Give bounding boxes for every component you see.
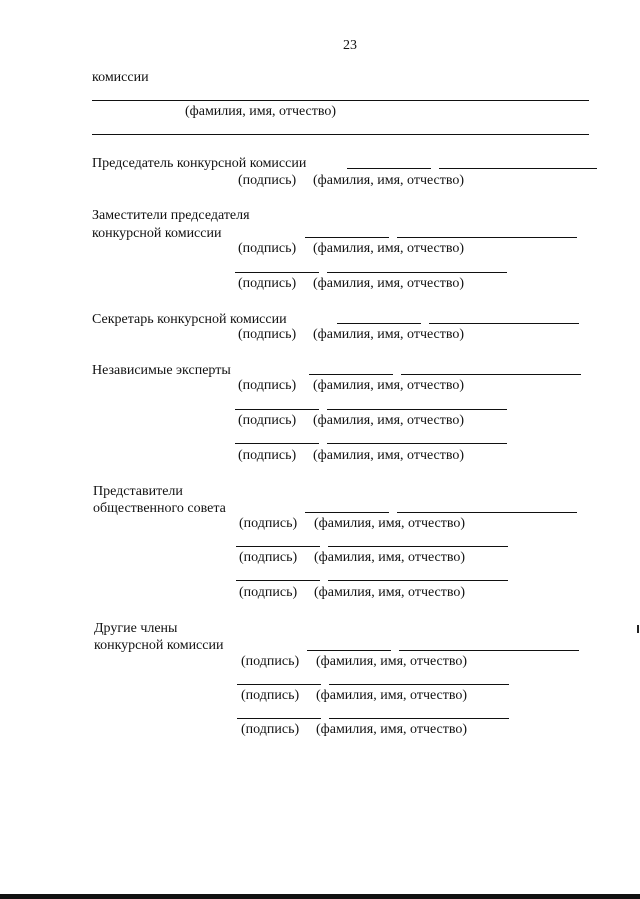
other-members-signature-line-1 — [307, 650, 391, 651]
deputies-signature-caption-1: (подпись) — [238, 241, 297, 256]
secretary-signature-caption: (подпись) — [238, 327, 297, 342]
public-council-signature-caption-2: (подпись) — [239, 550, 298, 565]
secretary-fio-line — [429, 323, 579, 324]
other-members-signature-caption-3: (подпись) — [241, 722, 300, 737]
experts-fio-line-3 — [327, 443, 507, 444]
chairman-signature-line — [347, 168, 431, 169]
other-members-fio-line-3 — [329, 718, 509, 719]
experts-signature-line-3 — [235, 443, 319, 444]
other-members-fio-line-1 — [399, 650, 579, 651]
other-members-signature-caption-1: (подпись) — [241, 654, 300, 669]
other-members-fio-caption-3: (фамилия, имя, отчество) — [316, 722, 468, 737]
scan-bottom-bar — [0, 894, 640, 899]
public-council-signature-line-1 — [305, 512, 389, 513]
deputies-label-line2: конкурсной комиссии — [92, 226, 222, 241]
public-council-signature-caption-3: (подпись) — [239, 585, 298, 600]
experts-fio-line-2 — [327, 409, 507, 410]
public-council-signature-line-2 — [236, 546, 320, 547]
public-council-label-line1: Представители — [93, 484, 183, 499]
public-council-signature-line-3 — [236, 580, 320, 581]
scan-edge-mark — [637, 625, 639, 633]
secretary-fio-caption: (фамилия, имя, отчество) — [313, 327, 465, 342]
secretary-label: Секретарь конкурсной комиссии — [92, 312, 287, 327]
chairman-fio-caption: (фамилия, имя, отчество) — [313, 173, 465, 188]
other-members-fio-line-2 — [329, 684, 509, 685]
public-council-fio-caption-1: (фамилия, имя, отчество) — [314, 516, 466, 531]
deputies-fio-caption-2: (фамилия, имя, отчество) — [313, 276, 465, 291]
deputies-signature-caption-2: (подпись) — [238, 276, 297, 291]
experts-fio-caption-2: (фамилия, имя, отчество) — [313, 413, 465, 428]
deputies-signature-line-1 — [305, 237, 389, 238]
public-council-fio-caption-2: (фамилия, имя, отчество) — [314, 550, 466, 565]
intro-first-line: комиссии — [92, 70, 149, 85]
chairman-label: Председатель конкурсной комиссии — [92, 156, 307, 171]
other-members-label-line2: конкурсной комиссии — [94, 638, 224, 653]
chairman-fio-line — [439, 168, 597, 169]
experts-fio-caption-1: (фамилия, имя, отчество) — [313, 378, 465, 393]
page-number: 23 — [343, 38, 357, 53]
deputies-fio-caption-1: (фамилия, имя, отчество) — [313, 241, 465, 256]
public-council-fio-line-3 — [328, 580, 508, 581]
deputies-fio-line-2 — [327, 272, 507, 273]
experts-signature-caption-2: (подпись) — [238, 413, 297, 428]
experts-signature-line-2 — [235, 409, 319, 410]
public-council-signature-caption-1: (подпись) — [239, 516, 298, 531]
public-council-fio-line-1 — [397, 512, 577, 513]
experts-signature-line-1 — [309, 374, 393, 375]
experts-label: Независимые эксперты — [92, 363, 231, 378]
intro-line-1 — [92, 100, 589, 101]
experts-signature-caption-3: (подпись) — [238, 448, 297, 463]
deputies-label-line1: Заместители председателя — [92, 208, 250, 223]
experts-fio-line-1 — [401, 374, 581, 375]
deputies-signature-line-2 — [235, 272, 319, 273]
other-members-signature-caption-2: (подпись) — [241, 688, 300, 703]
public-council-fio-line-2 — [328, 546, 508, 547]
intro-line-2 — [92, 134, 589, 135]
intro-fio-caption: (фамилия, имя, отчество) — [185, 104, 337, 119]
public-council-label-line2: общественного совета — [93, 501, 226, 516]
other-members-fio-caption-1: (фамилия, имя, отчество) — [316, 654, 468, 669]
other-members-fio-caption-2: (фамилия, имя, отчество) — [316, 688, 468, 703]
experts-signature-caption-1: (подпись) — [238, 378, 297, 393]
other-members-signature-line-3 — [237, 718, 321, 719]
public-council-fio-caption-3: (фамилия, имя, отчество) — [314, 585, 466, 600]
other-members-signature-line-2 — [237, 684, 321, 685]
experts-fio-caption-3: (фамилия, имя, отчество) — [313, 448, 465, 463]
other-members-label-line1: Другие члены — [94, 621, 178, 636]
chairman-signature-caption: (подпись) — [238, 173, 297, 188]
deputies-fio-line-1 — [397, 237, 577, 238]
secretary-signature-line — [337, 323, 421, 324]
